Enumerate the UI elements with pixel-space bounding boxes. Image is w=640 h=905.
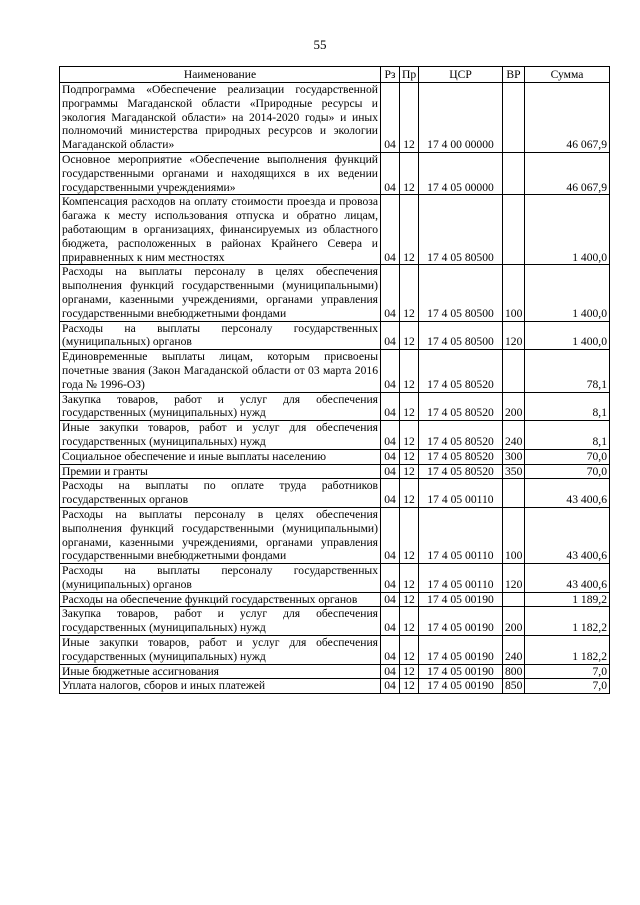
table-row xyxy=(60,265,610,321)
row-name: Социальное обеспечение и иные выплаты населению xyxy=(60,449,381,464)
row-name: Основное мероприятие «Обеспечение выполнения функций государственными органами и находящихся в их ведении государственными учреждениями» xyxy=(60,152,381,194)
row-csr: 17 4 05 80520 xyxy=(419,449,503,464)
row-pr: 12 xyxy=(400,449,419,464)
row-vr: 800 xyxy=(503,664,525,679)
table-row xyxy=(60,679,610,694)
table-row xyxy=(60,507,610,563)
row-pr: 12 xyxy=(400,421,419,450)
row-csr: 17 4 05 00190 xyxy=(419,592,503,607)
row-name: Расходы на выплаты персоналу государственных (муниципальных) органов xyxy=(60,564,381,593)
row-pr: 12 xyxy=(400,664,419,679)
row-pr: 12 xyxy=(400,195,419,265)
row-rz: 04 xyxy=(381,350,400,392)
table-row xyxy=(60,195,610,265)
row-sum: 8,1 xyxy=(525,392,610,421)
row-vr: 200 xyxy=(503,392,525,421)
row-vr: 120 xyxy=(503,564,525,593)
table-body xyxy=(60,83,610,694)
row-csr: 17 4 05 80520 xyxy=(419,464,503,479)
header-csr: ЦСР xyxy=(419,67,503,83)
page-number: 55 xyxy=(313,37,327,52)
row-csr: 17 4 05 00190 xyxy=(419,664,503,679)
row-csr: 17 4 05 80520 xyxy=(419,350,503,392)
row-csr: 17 4 05 00000 xyxy=(419,152,503,194)
row-rz: 04 xyxy=(381,464,400,479)
row-sum: 70,0 xyxy=(525,464,610,479)
row-csr: 17 4 05 80500 xyxy=(419,265,503,321)
row-sum: 1 189,2 xyxy=(525,592,610,607)
row-vr xyxy=(503,479,525,508)
row-name: Иные закупки товаров, работ и услуг для обеспечения государственных (муниципальных) нужд xyxy=(60,421,381,450)
row-csr: 17 4 05 80520 xyxy=(419,392,503,421)
table-row xyxy=(60,321,610,350)
header-rz: Рз xyxy=(381,67,400,83)
row-csr: 17 4 05 80520 xyxy=(419,421,503,450)
row-pr: 12 xyxy=(400,636,419,665)
row-csr: 17 4 05 00190 xyxy=(419,607,503,636)
table-row xyxy=(60,392,610,421)
row-rz: 04 xyxy=(381,83,400,153)
row-vr xyxy=(503,83,525,153)
row-csr: 17 4 00 00000 xyxy=(419,83,503,153)
row-name: Расходы на обеспечение функций государственных органов xyxy=(60,592,381,607)
row-sum: 8,1 xyxy=(525,421,610,450)
row-name: Иные закупки товаров, работ и услуг для обеспечения государственных (муниципальных) нужд xyxy=(60,636,381,665)
table-row xyxy=(60,83,610,153)
row-vr xyxy=(503,152,525,194)
row-rz: 04 xyxy=(381,392,400,421)
row-sum: 1 400,0 xyxy=(525,265,610,321)
row-pr: 12 xyxy=(400,564,419,593)
row-csr: 17 4 05 00190 xyxy=(419,679,503,694)
row-name: Расходы на выплаты по оплате труда работников государственных органов xyxy=(60,479,381,508)
row-vr xyxy=(503,195,525,265)
row-pr: 12 xyxy=(400,607,419,636)
table-row xyxy=(60,421,610,450)
row-pr: 12 xyxy=(400,679,419,694)
row-pr: 12 xyxy=(400,464,419,479)
row-rz: 04 xyxy=(381,421,400,450)
row-pr: 12 xyxy=(400,265,419,321)
row-csr: 17 4 05 00190 xyxy=(419,636,503,665)
row-sum: 43 400,6 xyxy=(525,479,610,508)
row-pr: 12 xyxy=(400,321,419,350)
row-name: Закупка товаров, работ и услуг для обеспечения государственных (муниципальных) нужд xyxy=(60,607,381,636)
row-csr: 17 4 05 80500 xyxy=(419,321,503,350)
row-rz: 04 xyxy=(381,152,400,194)
row-sum: 78,1 xyxy=(525,350,610,392)
row-sum: 1 182,2 xyxy=(525,607,610,636)
table-row xyxy=(60,564,610,593)
table-header-row xyxy=(60,67,610,83)
row-pr: 12 xyxy=(400,479,419,508)
table-row xyxy=(60,664,610,679)
row-vr: 850 xyxy=(503,679,525,694)
row-rz: 04 xyxy=(381,636,400,665)
row-name: Расходы на выплаты персоналу государственных (муниципальных) органов xyxy=(60,321,381,350)
row-vr xyxy=(503,350,525,392)
row-pr: 12 xyxy=(400,592,419,607)
row-rz: 04 xyxy=(381,564,400,593)
row-rz: 04 xyxy=(381,607,400,636)
row-name: Компенсация расходов на оплату стоимости проезда и провоза багажа к месту использования отпуска и обратно лицам, работающим в организациях, финансируемых из областного бюджета, расположенных в районах Крайнего Севера и приравненных к ним местностях xyxy=(60,195,381,265)
row-vr: 240 xyxy=(503,636,525,665)
table-row xyxy=(60,636,610,665)
row-sum: 46 067,9 xyxy=(525,83,610,153)
row-vr: 120 xyxy=(503,321,525,350)
row-sum: 7,0 xyxy=(525,679,610,694)
row-name: Единовременные выплаты лицам, которым присвоены почетные звания (Закон Магаданской области от 03 марта 2016 года № 1996-ОЗ) xyxy=(60,350,381,392)
row-sum: 43 400,6 xyxy=(525,564,610,593)
row-sum: 1 182,2 xyxy=(525,636,610,665)
row-rz: 04 xyxy=(381,321,400,350)
row-sum: 46 067,9 xyxy=(525,152,610,194)
table-row xyxy=(60,479,610,508)
row-rz: 04 xyxy=(381,679,400,694)
row-rz: 04 xyxy=(381,664,400,679)
table-row xyxy=(60,607,610,636)
row-pr: 12 xyxy=(400,83,419,153)
header-name: Наименование xyxy=(60,67,381,83)
table-row xyxy=(60,449,610,464)
row-rz: 04 xyxy=(381,479,400,508)
row-name: Премии и гранты xyxy=(60,464,381,479)
row-pr: 12 xyxy=(400,507,419,563)
row-csr: 17 4 05 00110 xyxy=(419,507,503,563)
row-vr: 240 xyxy=(503,421,525,450)
row-vr: 300 xyxy=(503,449,525,464)
row-sum: 43 400,6 xyxy=(525,507,610,563)
row-name: Расходы на выплаты персоналу в целях обеспечения выполнения функций государственными (муниципальными) органами, казенными учреждениями, органами управления государственными внебюджетными фондами xyxy=(60,507,381,563)
table-row xyxy=(60,152,610,194)
row-pr: 12 xyxy=(400,350,419,392)
row-name: Расходы на выплаты персоналу в целях обеспечения выполнения функций государственными (муниципальными) органами, казенными учреждениями, органами управления государственными внебюджетными фондами xyxy=(60,265,381,321)
header-vr: ВР xyxy=(503,67,525,83)
row-rz: 04 xyxy=(381,195,400,265)
row-vr: 350 xyxy=(503,464,525,479)
row-vr xyxy=(503,592,525,607)
row-csr: 17 4 05 80500 xyxy=(419,195,503,265)
table-row xyxy=(60,350,610,392)
row-name: Иные бюджетные ассигнования xyxy=(60,664,381,679)
row-rz: 04 xyxy=(381,592,400,607)
row-rz: 04 xyxy=(381,449,400,464)
budget-table xyxy=(59,66,610,694)
header-sum: Сумма xyxy=(525,67,610,83)
header-pr: Пр xyxy=(400,67,419,83)
row-vr: 100 xyxy=(503,507,525,563)
row-sum: 7,0 xyxy=(525,664,610,679)
row-pr: 12 xyxy=(400,152,419,194)
row-sum: 1 400,0 xyxy=(525,321,610,350)
row-vr: 100 xyxy=(503,265,525,321)
row-rz: 04 xyxy=(381,265,400,321)
table-row xyxy=(60,592,610,607)
table-row xyxy=(60,464,610,479)
row-vr: 200 xyxy=(503,607,525,636)
row-name: Подпрограмма «Обеспечение реализации государственной программы Магаданской области «Природные ресурсы и экология Магаданской области» на 2014-2020 годы» и иных полномочий министерства природных ресурсов и экологии Магаданской области» xyxy=(60,83,381,153)
row-pr: 12 xyxy=(400,392,419,421)
row-name: Закупка товаров, работ и услуг для обеспечения государственных (муниципальных) нужд xyxy=(60,392,381,421)
row-sum: 1 400,0 xyxy=(525,195,610,265)
row-rz: 04 xyxy=(381,507,400,563)
row-csr: 17 4 05 00110 xyxy=(419,479,503,508)
row-sum: 70,0 xyxy=(525,449,610,464)
row-csr: 17 4 05 00110 xyxy=(419,564,503,593)
row-name: Уплата налогов, сборов и иных платежей xyxy=(60,679,381,694)
